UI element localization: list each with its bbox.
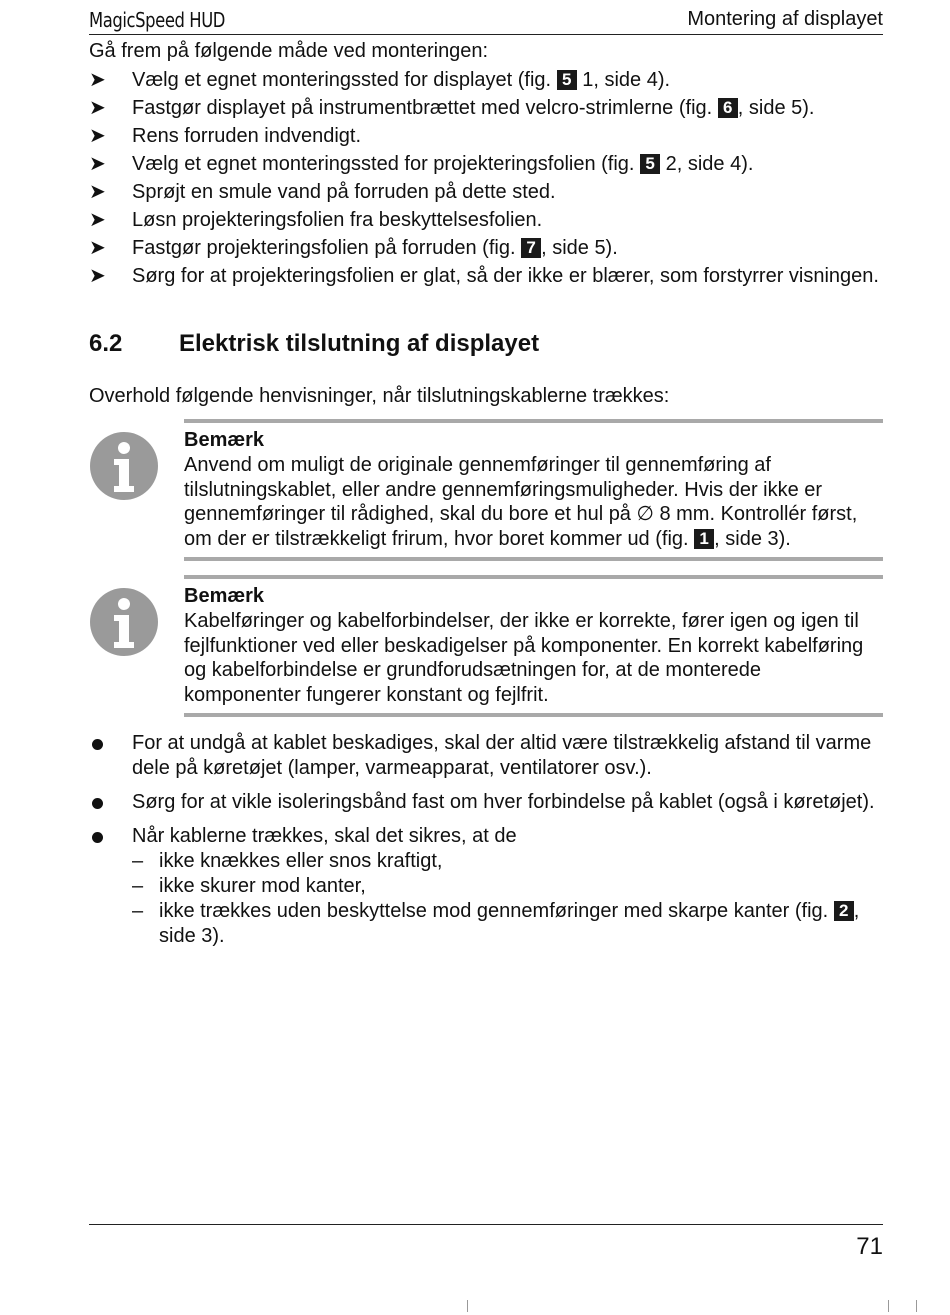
figure-reference: 5 [557,70,577,90]
note-box [184,575,883,717]
step-item: ➤ Vælg et egnet monteringssted for projekteringsfolien (fig. 5 2, side 4). [89,153,754,175]
header-section-title: Montering af displayet [687,8,883,30]
step-item: ➤ Sørg for at projekteringsfolien er glat, så der ikke er blærer, som forstyrrer visningen. [89,265,879,287]
arrow-icon: ➤ [89,153,106,175]
page-header [89,6,883,35]
info-icon [89,431,159,501]
info-icon [89,587,159,657]
dash-icon: – [132,850,144,872]
crop-mark [916,1300,917,1312]
arrow-icon: ➤ [89,265,106,287]
step-item: ➤ Vælg et egnet monteringssted for displayet (fig. 5 1, side 4). [89,69,671,91]
bullet-icon [92,832,103,843]
steps-list [89,68,883,292]
lead-text: Overhold følgende henvisninger, når tilslutningskablerne trækkes: [89,385,670,407]
crop-mark [888,1300,889,1312]
dash-icon: – [132,875,144,897]
step-item: ➤ Sprøjt en smule vand på forruden på dette sted. [89,181,556,203]
arrow-icon: ➤ [89,69,106,91]
sub-item: – ikke trækkes uden beskyttelse mod gennemføringer med skarpe kanter (fig. 2 , side 3). [132,900,860,947]
figure-reference: 5 [640,154,660,174]
figure-reference: 6 [718,98,738,118]
step-item: ➤ Løsn projekteringsfolien fra beskyttelsesfolien. [89,209,543,231]
intro-text: Gå frem på følgende måde ved monteringen: [89,40,489,62]
note-box [184,419,883,561]
section-number: 6.2 [89,330,123,357]
crop-mark [467,1300,468,1312]
sub-item: – ikke skurer mod kanter, [132,875,366,897]
bullet-icon [92,798,103,809]
arrow-icon: ➤ [89,237,106,259]
section-heading [89,330,539,358]
section-title: Elektrisk tilslutning af displayet [179,330,540,357]
note-title: Bemærk [184,429,265,451]
bullet-list [89,731,883,958]
bullet-icon [92,739,103,750]
note-title: Bemærk [184,585,265,607]
arrow-icon: ➤ [89,97,106,119]
list-item: Sørg for at vikle isoleringsbånd fast om hver forbindelse på kablet (også i køretøjet). [89,790,883,815]
list-item: For at undgå at kablet beskadiges, skal der altid være tilstrækkelig afstand til varme dele på køretøjet (lamper, varmeapparat, ventilatorer osv.). [89,731,883,781]
arrow-icon: ➤ [89,181,106,203]
step-item: ➤ Fastgør projekteringsfolien på forruden (fig. 7 , side 5). [89,237,618,259]
note-text: Anvend om muligt de originale gennemføringer til gennemføring af tilslutningskablet, eller andre gennemføringsmuligheder. Hvis der ikke er gennemføringer til rådighed, skal du bore et hul på ∅ 8 mm. Kontrollér først, om der er tilstrækkeligt frirum, hvor boret kommer ud (fig. 1 , side 3). [184,454,858,550]
arrow-icon: ➤ [89,125,106,147]
sub-list [132,849,883,949]
figure-reference: 2 [834,901,854,921]
sub-item: – ikke knækkes eller snos kraftigt, [132,850,443,872]
step-item: ➤ Rens forruden indvendigt. [89,125,362,147]
brand-name: MagicSpeed HUD [89,8,226,32]
figure-reference: 1 [694,529,714,549]
page-number: 71 [856,1233,883,1260]
note-text: Kabelføringer og kabelforbindelser, der ikke er korrekte, fører igen og igen til fejlfunktioner ved eller beskadigelser på komponenter. En korrekt kabelføring og kabelforbindelse er grundforudsætningen for, at de monterede komponenter fungerer konstant og fejlfrit. [184,610,864,706]
footer-divider [89,1224,883,1225]
step-item: ➤ Fastgør displayet på instrumentbrættet med velcro-strimlerne (fig. 6 , side 5). [89,97,815,119]
list-item: Når kablerne trækkes, skal det sikres, at de – ikke knækkes eller snos kraftigt, – ikke skurer mod kanter, – ikke trækkes uden beskyttelse mod gennemføringer med skarpe kanter (fig. 2 , side 3). [89,824,883,949]
dash-icon: – [132,900,144,922]
arrow-icon: ➤ [89,209,106,231]
figure-reference: 7 [521,238,541,258]
